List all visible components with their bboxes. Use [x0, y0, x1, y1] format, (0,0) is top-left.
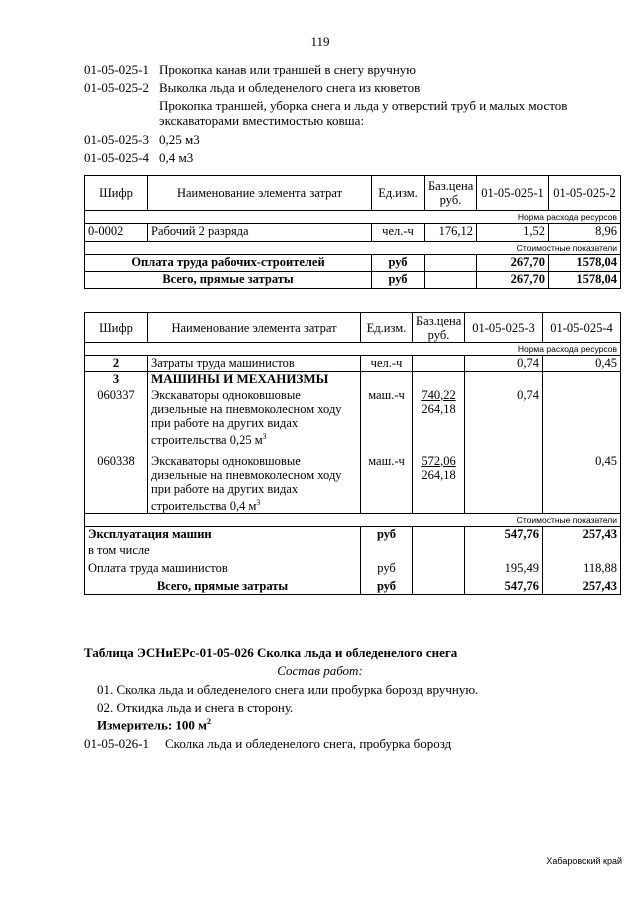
table-cell: 1,52 [477, 224, 549, 242]
composition-label: Состав работ: [277, 663, 363, 678]
table-cell [413, 543, 465, 561]
table-cell: 3 [85, 372, 148, 388]
superscript: 3 [256, 497, 261, 507]
machine-desc-line: Экскаваторы одноковшовые [151, 387, 301, 402]
item-desc: 0,25 м3 [159, 132, 200, 147]
col-header: Ед.изм. [372, 176, 425, 211]
col-header: Ед.изм. [361, 313, 413, 343]
machine-desc-line: дизельные на пневмоколесном ходу [151, 401, 342, 416]
subheader: Норма расхода ресурсов [85, 211, 621, 224]
item-desc: Сколка льда и обледенелого снега, пробурка борозд [165, 736, 452, 751]
table-cell [413, 527, 465, 543]
measure-text: Измеритель: 100 м [97, 717, 208, 733]
table-cell: 195,49 [465, 561, 543, 579]
table-cell: 2 [85, 356, 148, 372]
work-item: 02. Откидка льда и снега в сторону. [97, 700, 294, 715]
table-cell [465, 543, 543, 561]
price-cell [413, 388, 465, 454]
price-value: 572,06 [421, 453, 456, 468]
table-cell: 0,74 [465, 388, 543, 454]
item-desc: 0,4 м3 [159, 150, 194, 165]
item-desc: Выколка льда и обледенелого снега из кюветов [159, 80, 421, 95]
table-cell: 8,96 [549, 224, 621, 242]
resource-table-2 [84, 312, 621, 595]
page-number: 119 [310, 34, 330, 49]
total-label: Всего, прямые затраты [85, 579, 361, 595]
table-cell [543, 388, 621, 454]
col-header: Шифр [85, 313, 148, 343]
machine-desc-line: строительства 0,25 м [151, 432, 263, 447]
total-label: Всего, прямые затраты [85, 272, 372, 289]
table-cell: 0,45 [543, 454, 621, 514]
col-header: 01-05-025-4 [543, 313, 621, 343]
col-header: Наименование элемента затрат [148, 176, 372, 211]
section-label: МАШИНЫ И МЕХАНИЗМЫ [148, 372, 361, 388]
table-cell: руб [361, 561, 413, 579]
table-cell [361, 543, 413, 561]
table-cell [465, 454, 543, 514]
col-header: Наименование элемента затрат [148, 313, 361, 343]
section-title: Таблица ЭСНиЕРс-01-05-026 Сколка льда и обледенелого снега [84, 645, 458, 660]
machine-desc-line: при работе на других видах [151, 481, 299, 496]
col-header: 01-05-025-3 [465, 313, 543, 343]
subheader: Стоимостные показатели [85, 514, 621, 527]
subheader: Норма расхода ресурсов [85, 343, 621, 356]
table-cell: Затраты труда машинистов [148, 356, 361, 372]
table-cell: 257,43 [543, 527, 621, 543]
table-cell: 118,88 [543, 561, 621, 579]
price-value: 264,18 [421, 401, 456, 416]
item-code: 01-05-025-1 [84, 62, 149, 77]
table-cell: 0,45 [543, 356, 621, 372]
work-item: 01. Сколка льда и обледенелого снега или пробурка борозд вручную. [97, 682, 479, 697]
intro-paragraph-line: Прокопка траншей, уборка снега и льда у отверстий труб и малых мостов [159, 98, 568, 113]
table-cell [413, 579, 465, 595]
table-cell: Рабочий 2 разряда [148, 224, 372, 242]
total-label: Оплата труда рабочих-строителей [85, 255, 372, 272]
table-cell: 0-0002 [85, 224, 148, 242]
machine-desc-line: строительства 0,4 м [151, 498, 257, 513]
table-cell: 547,76 [465, 527, 543, 543]
cost-label: Оплата труда машинистов [85, 561, 361, 579]
machine-desc-line: при работе на других видах [151, 415, 299, 430]
col-header: 01-05-025-2 [549, 176, 621, 211]
item-code: 01-05-026-1 [84, 736, 149, 751]
table-cell: руб [372, 272, 425, 289]
table-cell [361, 372, 413, 388]
cost-label: Эксплуатация машин [85, 527, 361, 543]
table-cell: руб [372, 255, 425, 272]
col-header: Шифр [85, 176, 148, 211]
table-cell: руб [361, 527, 413, 543]
table-cell: 267,70 [477, 272, 549, 289]
item-desc: Прокопка канав или траншей в снегу вручную [159, 62, 416, 77]
table-cell: чел.-ч [361, 356, 413, 372]
table-cell [413, 356, 465, 372]
col-header: Баз.цена руб. [413, 313, 465, 343]
superscript: 3 [262, 431, 267, 441]
table-cell [413, 372, 465, 388]
table-cell: маш.-ч [361, 388, 413, 454]
table-cell: 060338 [85, 454, 148, 514]
item-code: 01-05-025-4 [84, 150, 149, 165]
table-cell [425, 272, 477, 289]
measure-unit [97, 717, 211, 733]
superscript: 2 [207, 717, 212, 726]
machine-desc [148, 388, 361, 454]
table-cell [465, 372, 543, 388]
table-cell: руб [361, 579, 413, 595]
table-cell [425, 255, 477, 272]
table-cell: 547,76 [465, 579, 543, 595]
price-value: 264,18 [421, 467, 456, 482]
table-cell [543, 372, 621, 388]
intro-paragraph-line: экскаваторами вместимостью ковша: [159, 113, 365, 128]
table-cell [543, 543, 621, 561]
cost-label: в том числе [85, 543, 361, 561]
item-code: 01-05-025-2 [84, 80, 149, 95]
col-header: Баз.цена руб. [425, 176, 477, 211]
machine-desc [148, 454, 361, 514]
footer-region: Хабаровский край [546, 856, 622, 866]
price-value: 740,22 [421, 387, 456, 402]
table-cell: 1578,04 [549, 272, 621, 289]
subheader: Стоимостные показатели [85, 242, 621, 255]
table-cell: 060337 [85, 388, 148, 454]
machine-desc-line: дизельные на пневмоколесном ходу [151, 467, 342, 482]
table-cell: 0,74 [465, 356, 543, 372]
table-cell: 1578,04 [549, 255, 621, 272]
machine-desc-line: Экскаваторы одноковшовые [151, 453, 301, 468]
table-cell [413, 561, 465, 579]
item-code: 01-05-025-3 [84, 132, 149, 147]
table-cell: 257,43 [543, 579, 621, 595]
col-header: 01-05-025-1 [477, 176, 549, 211]
table-cell: 267,70 [477, 255, 549, 272]
table-cell: маш.-ч [361, 454, 413, 514]
table-cell: 176,12 [425, 224, 477, 242]
table-cell: чел.-ч [372, 224, 425, 242]
resource-table-1 [84, 175, 621, 289]
price-cell [413, 454, 465, 514]
